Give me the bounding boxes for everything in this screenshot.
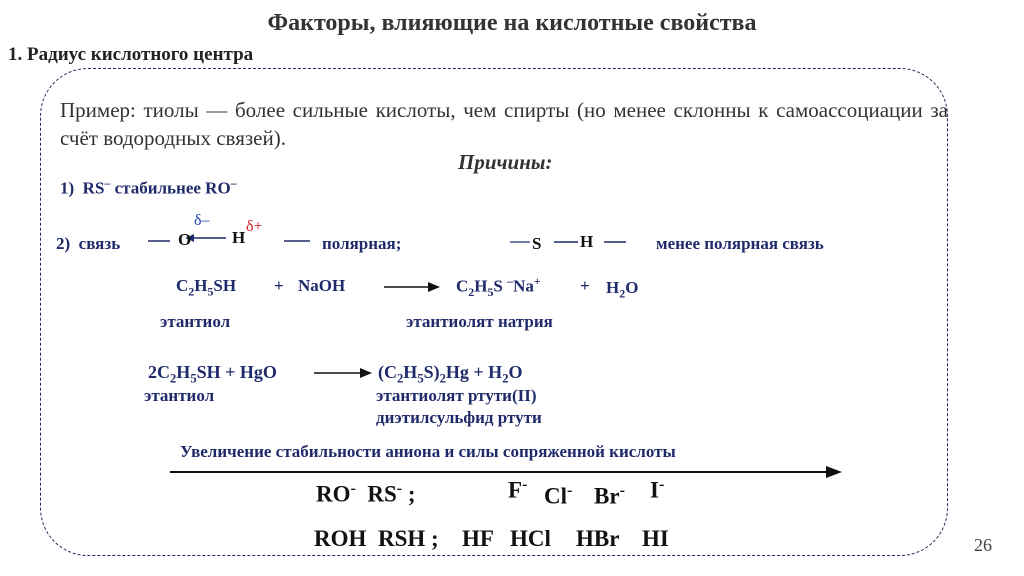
ethanethiol-name: этантиол [160,312,231,331]
polar-dash [282,236,312,246]
intro-text: Пример: тиолы — более сильные кислоты, чем спирты (но менее склонны к самоассоциации за счёт водородных связей). [60,98,948,150]
reason-1-text: стабильнее RO [110,178,231,198]
anion-chloride: Cl- [544,482,573,509]
rs-ion: RS [82,178,105,198]
reason-2-label [56,234,120,254]
oxygen-atom: O [178,230,192,249]
ethanethiol-name-2: этантиол [144,386,215,405]
delta-minus-label: δ– [194,212,210,229]
less-polar-text: менее полярная связь [656,234,824,253]
rs-charge: – [104,176,111,190]
hydrogen-atom-s: H [580,232,594,251]
reaction-2-arrow [314,366,372,380]
ro-charge: – [230,176,237,190]
anion-bromide: Br- [594,482,625,509]
acid-hbr: HBr [576,526,620,551]
acid-hf: HF [462,526,494,551]
anion-ro-rs: RO- RS- ; [316,480,416,507]
reaction-2-products: $(C_2H_5S)_2Hg + H_2O$ [378,362,523,386]
trend-arrow [170,464,842,480]
acid-hcl: HCl [510,526,551,551]
sodium-ethanethiolate-name: этантиолят натрия [406,312,553,331]
delta-plus-label: δ+ [246,218,263,235]
reaction-1-arrow [384,280,440,294]
oh-bond-diagram [140,208,290,256]
acid-roh: ROH [314,526,367,551]
anion-fluoride: F- [508,476,528,503]
plus-sign: + [274,276,284,295]
section-subtitle: 1. Радиус кислотного центра [8,44,254,65]
reason-1 [60,176,237,199]
reason-1-number: 1) [60,178,75,198]
diethylsulfide-mercury-name: диэтилсульфид ртути [376,408,542,427]
reasons-heading: Причины: [458,150,553,174]
mercury-thiolate-name: этантиолят ртути(II) [376,386,537,405]
trend-label: Увеличение стабильности аниона и силы сопряженной кислоты [180,442,676,461]
water-formula: $H_2O$ [606,278,639,301]
thiolate-formula: $C_2H_5S$ –Na+ [456,274,541,300]
acid-rsh: RSH ; [378,526,439,551]
page-number: 26 [974,535,992,555]
sh-bond-diagram [508,234,628,248]
sulfur-atom: S [532,234,542,253]
hydrogen-atom: H [232,228,246,247]
anion-iodide: I- [650,476,665,503]
bond-label: связь [78,234,121,253]
reason-2-number: 2) [56,234,71,253]
naoh-formula: NaOH [298,276,346,295]
polar-text: полярная; [322,234,402,253]
plus-sign-2: + [580,276,590,295]
acid-hi: HI [642,526,669,551]
slide-title: Факторы, влияющие на кислотные свойства [267,10,757,36]
reaction-2-reactants: $2C_2H_5SH$ + HgO [148,362,277,386]
ethanethiol-formula: $C_2H_5SH$ [176,276,237,299]
